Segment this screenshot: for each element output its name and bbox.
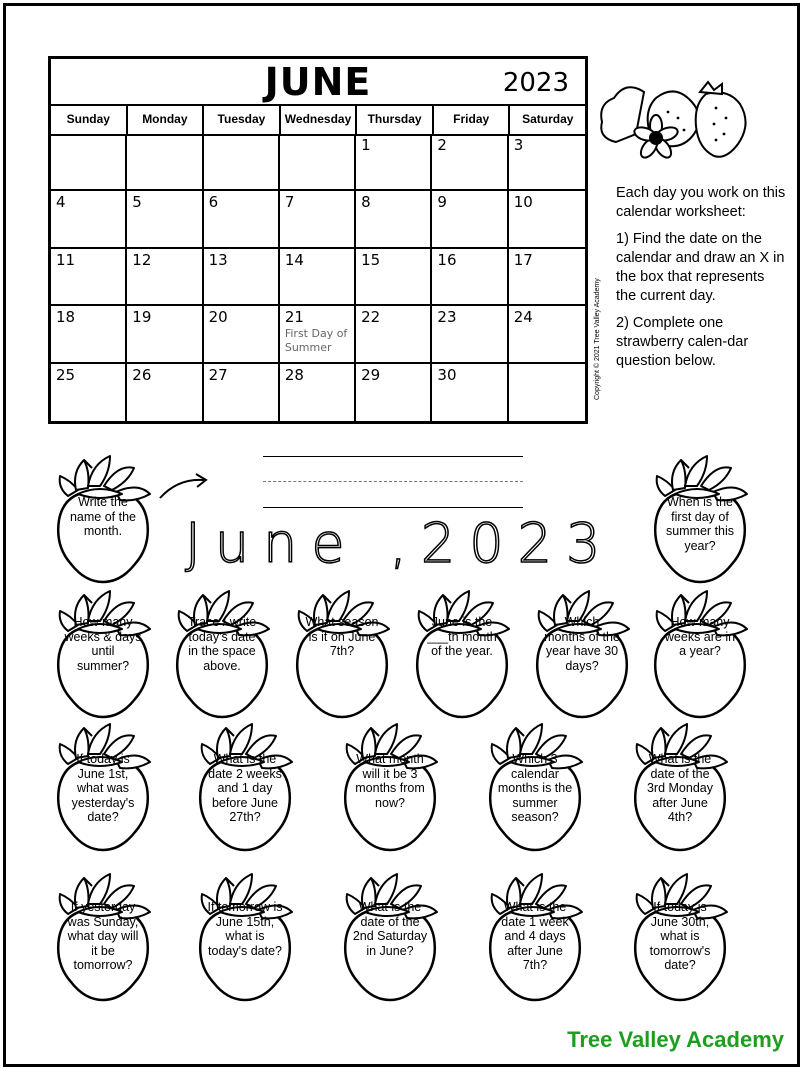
strawberry-question bbox=[527, 585, 637, 720]
day-number: 22 bbox=[361, 308, 381, 327]
strawberry-question bbox=[645, 450, 755, 585]
question-text: What is the date 2 weeks and 1 day before June 27th? bbox=[208, 752, 282, 824]
day-number: 2 bbox=[437, 136, 447, 154]
question-text: What month will it be 3 months from now? bbox=[355, 752, 425, 810]
calendar-day-cell[interactable] bbox=[204, 249, 280, 306]
day-number: 7 bbox=[284, 193, 295, 212]
instructions-step-2: 2) Complete one strawberry calen-dar question below. bbox=[616, 315, 749, 369]
calendar-day-cell[interactable] bbox=[509, 191, 585, 248]
strawberry-flower-icon bbox=[596, 78, 756, 173]
calendar-day-cell[interactable] bbox=[51, 364, 127, 421]
calendar-day-cell[interactable] bbox=[127, 364, 203, 421]
calendar-day-cell[interactable] bbox=[356, 364, 432, 421]
question-text: What is the date of the 3rd Monday after June 4th? bbox=[646, 752, 713, 824]
day-number: 17 bbox=[513, 250, 533, 269]
question-text: Trace / write today's date in the space above. bbox=[187, 615, 257, 673]
calendar-day-cell[interactable] bbox=[127, 191, 203, 248]
calendar-day-cell[interactable] bbox=[432, 134, 508, 191]
day-number: 11 bbox=[56, 250, 76, 269]
calendar-day-cell[interactable] bbox=[204, 306, 280, 363]
writing-line-top bbox=[263, 456, 523, 457]
calendar-day-cell[interactable] bbox=[51, 249, 127, 306]
strawberry-question bbox=[335, 868, 445, 1003]
calendar-header bbox=[51, 59, 585, 106]
day-number: 20 bbox=[208, 308, 228, 327]
question-text: How many weeks are in a year? bbox=[664, 615, 736, 658]
weekday-thursday: Thursday bbox=[357, 104, 434, 134]
question-text: Which months of the year have 30 days? bbox=[544, 615, 620, 673]
day-number: 13 bbox=[208, 250, 228, 269]
day-number: 8 bbox=[361, 193, 371, 212]
weekday-monday: Monday bbox=[128, 104, 205, 134]
strawberry-question bbox=[48, 585, 158, 720]
calendar-day-cell[interactable] bbox=[51, 134, 127, 191]
calendar-day-cell[interactable] bbox=[509, 364, 585, 421]
strawberry-question bbox=[480, 718, 590, 853]
calendar-day-cell[interactable] bbox=[280, 306, 356, 363]
day-number: 16 bbox=[437, 250, 457, 269]
instructions-intro: Each day you work on this calendar worksheet: bbox=[616, 185, 786, 220]
day-number: 18 bbox=[56, 308, 76, 327]
day-number: 12 bbox=[132, 250, 152, 269]
calendar-day-cell[interactable] bbox=[509, 249, 585, 306]
question-text: Which 3 calendar months is the summer season? bbox=[497, 752, 573, 824]
year-label: 2023 bbox=[502, 68, 569, 98]
strawberry-question bbox=[625, 868, 735, 1003]
calendar-day-cell[interactable] bbox=[280, 249, 356, 306]
day-number: 19 bbox=[132, 308, 152, 327]
strawberry-question bbox=[335, 718, 445, 853]
day-note: First Day of Summer bbox=[284, 327, 348, 355]
arrow-icon bbox=[156, 472, 212, 502]
weekday-friday: Friday bbox=[434, 104, 511, 134]
month-title: JUNE bbox=[264, 60, 372, 104]
day-number: 24 bbox=[513, 308, 533, 327]
day-number: 28 bbox=[284, 365, 304, 384]
copyright-text: Copyright © 2021 Tree Valley Academy bbox=[594, 278, 601, 400]
question-text: What is the date of the 2nd Saturday in June? bbox=[352, 900, 428, 958]
question-text: If yesterday was Sunday, what day will it be tomorrow? bbox=[67, 900, 139, 972]
brand-logo-text: Tree Valley Academy bbox=[567, 1027, 784, 1052]
day-number: 6 bbox=[208, 193, 219, 212]
weekday-sunday: Sunday bbox=[51, 104, 128, 134]
calendar-day-cell[interactable] bbox=[356, 134, 432, 191]
question-text: If tomorrow is June 15th, what is today's date? bbox=[207, 900, 283, 958]
day-number: 25 bbox=[56, 365, 76, 384]
weekday-header bbox=[51, 104, 585, 136]
calendar-day-cell[interactable] bbox=[356, 249, 432, 306]
calendar-day-cell[interactable] bbox=[204, 191, 280, 248]
weekday-saturday: Saturday bbox=[522, 112, 574, 126]
day-number: 5 bbox=[132, 193, 142, 212]
weekday-tuesday: Tuesday bbox=[204, 104, 281, 134]
calendar-day-cell[interactable] bbox=[509, 134, 585, 191]
trace-date-text: June ,2023 bbox=[185, 512, 615, 575]
day-number: 1 bbox=[361, 136, 371, 154]
question-text: What season is it on June 7th? bbox=[305, 615, 379, 658]
question-text: June is the ___th month of the year. bbox=[427, 615, 497, 658]
calendar-day-cell[interactable] bbox=[280, 134, 356, 191]
calendar-day-cell[interactable] bbox=[356, 191, 432, 248]
question-text: If today is June 30th, what is tomorrow's date? bbox=[649, 900, 711, 972]
question-text: What is the date 1 week and 4 days after June 7th? bbox=[501, 900, 569, 972]
strawberry-question bbox=[407, 585, 517, 720]
day-number: 30 bbox=[437, 365, 457, 384]
instructions bbox=[616, 184, 786, 379]
writing-line-bottom bbox=[263, 507, 523, 508]
day-number: 3 bbox=[513, 136, 524, 154]
calendar-day-cell[interactable] bbox=[432, 306, 508, 363]
question-text: If today is June 1st, what was yesterday's date? bbox=[71, 752, 135, 824]
strawberry-question bbox=[287, 585, 397, 720]
calendar-day-cell[interactable] bbox=[51, 306, 127, 363]
strawberry-question bbox=[480, 868, 590, 1003]
calendar-day-cell[interactable] bbox=[127, 306, 203, 363]
calendar-day-cell[interactable] bbox=[127, 249, 203, 306]
day-number: 29 bbox=[361, 365, 381, 384]
day-number: 4 bbox=[56, 193, 66, 212]
day-number: 26 bbox=[132, 365, 152, 384]
instructions-step-1: 1) Find the date on the calendar and draw an X in the box that represents the current day. bbox=[616, 231, 785, 304]
calendar-day-cell[interactable] bbox=[432, 191, 508, 248]
strawberry-question bbox=[645, 585, 755, 720]
calendar-grid bbox=[51, 134, 585, 421]
calendar-day-cell[interactable] bbox=[51, 191, 127, 248]
strawberry-question bbox=[167, 585, 277, 720]
day-number: 14 bbox=[284, 250, 304, 269]
strawberry-question bbox=[48, 450, 158, 585]
calendar-day-cell[interactable] bbox=[204, 364, 280, 421]
calendar bbox=[48, 56, 588, 424]
day-number: 27 bbox=[208, 365, 228, 384]
calendar-day-cell[interactable] bbox=[280, 364, 356, 421]
strawberry-question bbox=[190, 868, 300, 1003]
strawberry-question bbox=[48, 868, 158, 1003]
calendar-day-cell[interactable] bbox=[204, 134, 280, 191]
day-number: 9 bbox=[437, 193, 447, 212]
question-text: Write the name of the month. bbox=[69, 495, 136, 538]
day-number: 15 bbox=[361, 250, 381, 269]
question-text: How many weeks & days until summer? bbox=[64, 615, 142, 673]
question-text: When is the first day of summer this year? bbox=[665, 495, 735, 553]
calendar-day-cell[interactable] bbox=[509, 306, 585, 363]
strawberry-question bbox=[625, 718, 735, 853]
day-number: 21 bbox=[284, 308, 304, 327]
calendar-day-cell[interactable] bbox=[280, 191, 356, 248]
strawberry-question bbox=[48, 718, 158, 853]
calendar-day-cell[interactable] bbox=[356, 306, 432, 363]
calendar-day-cell[interactable] bbox=[127, 134, 203, 191]
calendar-day-cell[interactable] bbox=[432, 364, 508, 421]
day-number: 23 bbox=[437, 308, 457, 327]
strawberry-question bbox=[190, 718, 300, 853]
writing-line-dashed bbox=[263, 481, 523, 482]
day-number: 10 bbox=[513, 193, 533, 212]
calendar-day-cell[interactable] bbox=[432, 249, 508, 306]
weekday-wednesday: Wednesday bbox=[281, 104, 358, 134]
